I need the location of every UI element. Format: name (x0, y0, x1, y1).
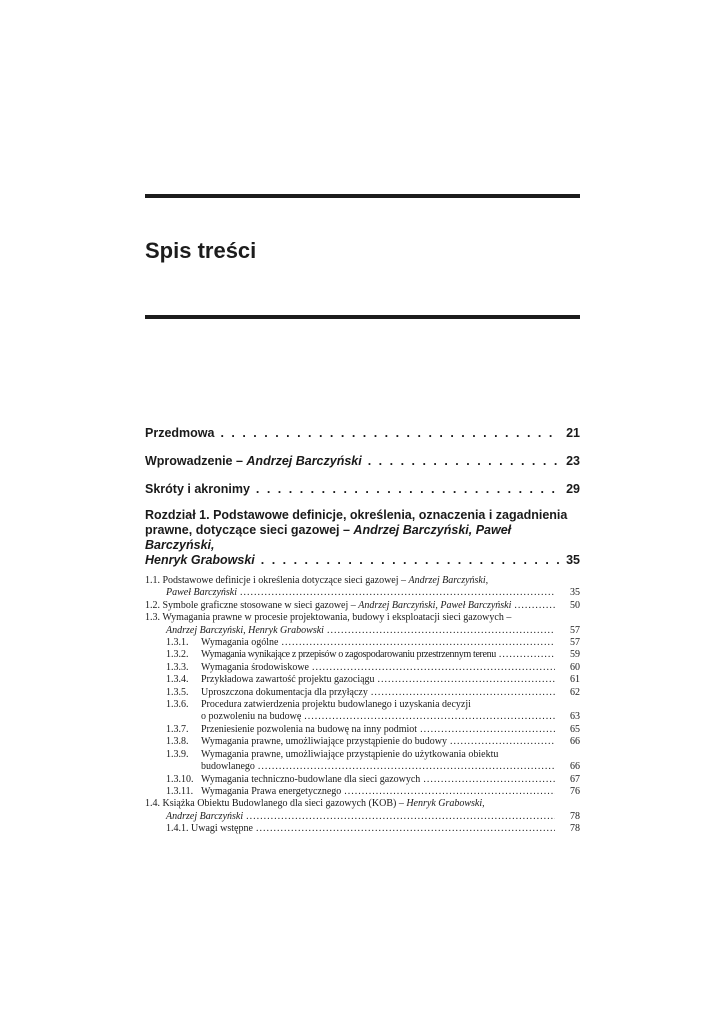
toc-entry[interactable]: 1.3.11. Wymagania Prawa energetycznego ..... 76 (145, 786, 580, 798)
toc-entry[interactable]: 1.3.5. Uproszczona dokumentacja dla przyłączy ..... 62 (145, 687, 580, 699)
section-label: Przedmowa (145, 426, 215, 440)
toc-entry[interactable]: 1.4. Książka Obiektu Budowlanego dla sieci gazowych (KOB) – Henryk Grabowski, (145, 798, 485, 810)
leader-dots (256, 482, 560, 497)
toc-entry-cont: budowlanego ..... 66 (145, 761, 580, 773)
toc-entry-cont: Andrzej Barczyński ..... 78 (145, 811, 580, 823)
toc-entry[interactable]: 1.4.1. Uwagi wstępne ..... 78 (145, 823, 580, 835)
page-title: Spis treści (145, 238, 257, 263)
toc-entry[interactable]: 1.3.10. Wymagania techniczno-budowlane dla sieci gazowych ..... 67 (145, 774, 580, 786)
toc-entry[interactable]: 1.3.9. Wymagania prawne, umożliwiające przystąpienie do użytkowania obiektu (166, 748, 499, 760)
toc-entry-cont: o pozwoleniu na budowę ..... 63 (145, 711, 580, 723)
section-author: Andrzej Barczyński (246, 454, 362, 468)
toc-chapter-1[interactable] (145, 508, 580, 568)
table-of-contents (145, 420, 580, 836)
toc-entry-cont: Andrzej Barczyński, Henryk Grabowski ..... 57 (145, 625, 580, 637)
toc-entry[interactable]: 1.3.7. Przeniesienie pozwolenia na budowę na inny podmiot ..... 65 (145, 724, 580, 736)
leader-dots (261, 553, 560, 568)
section-label: Skróty i akronimy (145, 482, 250, 496)
leader-dots (220, 426, 560, 441)
chapter-authors-cont: Henryk Grabowski (145, 553, 255, 567)
chapter-title-line-1: Rozdział 1. Podstawowe definicje, określenia, oznaczenia i zagadnienia (145, 508, 568, 522)
toc-entry[interactable]: 1.3.3. Wymagania środowiskowe ..... 60 (145, 662, 580, 674)
chapter-title-line-2: prawne, dotyczące sieci gazowej – Andrzej Barczyński, Paweł Barczyński, (145, 523, 512, 552)
chapter-authors: Andrzej Barczyński, Paweł Barczyński, (145, 523, 512, 552)
toc-entry[interactable]: 1.3.6. Procedura zatwierdzenia projektu budowlanego i uzyskania decyzji (166, 699, 471, 711)
leader-dots (368, 454, 560, 469)
page-number: 23 (566, 454, 580, 468)
page-number: 29 (566, 482, 580, 496)
top-rule (145, 194, 580, 198)
toc-entry[interactable]: 1.3.4. Przykładowa zawartość projektu gazociągu ..... 61 (145, 674, 580, 686)
toc-entry-cont: Paweł Barczyński ..... 35 (145, 587, 580, 599)
toc-section-skroty[interactable] (145, 482, 580, 497)
toc-section-wprowadzenie[interactable] (145, 454, 580, 469)
toc-entry[interactable]: 1.1. Podstawowe definicje i określenia dotyczące sieci gazowej – Andrzej Barczyński, (145, 575, 489, 586)
toc-entry[interactable]: 1.3.8. Wymagania prawne, umożliwiające przystąpienie do budowy ..... 66 (145, 736, 580, 748)
page-number: 35 (566, 553, 580, 567)
toc-entry[interactable]: 1.3. Wymagania prawne w procesie projektowania, budowy i eksploatacji sieci gazowych – (145, 612, 512, 624)
toc-entry[interactable]: 1.2. Symbole graficzne stosowane w sieci gazowej – Andrzej Barczyński, Paweł Barczyński ..... 50 (145, 600, 580, 612)
page-number: 21 (566, 426, 580, 440)
toc-section-przedmowa[interactable] (145, 426, 580, 441)
toc-entry[interactable]: 1.3.2. Wymagania wynikające z przepisów o zagospodarowaniu przestrzennym terenu ..... 59 (145, 649, 580, 661)
toc-entries (145, 575, 580, 836)
bottom-rule (145, 315, 580, 319)
section-label: Wprowadzenie – Andrzej Barczyński (145, 454, 362, 468)
toc-entry[interactable]: 1.3.1. Wymagania ogólne ..... 57 (145, 637, 580, 649)
